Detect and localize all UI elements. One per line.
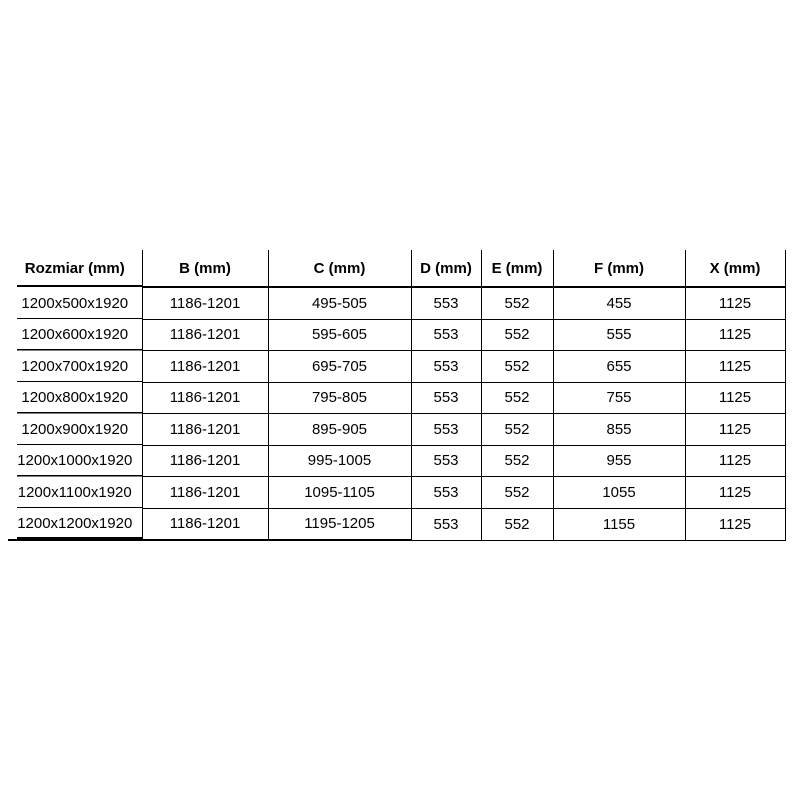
table-cell: 1125 (685, 445, 785, 477)
column-header-d: D (mm) (411, 250, 481, 287)
table-row (8, 477, 785, 509)
table-cell: 1125 (685, 414, 785, 446)
column-header-f: F (mm) (553, 250, 685, 287)
table-row (8, 351, 785, 383)
table-cell: 1125 (685, 508, 785, 540)
table-cell: 895-905 (268, 414, 411, 446)
table-cell: 553 (411, 477, 481, 509)
table-cell: 1200x1200x1920 (8, 508, 142, 540)
table-cell: 552 (481, 445, 553, 477)
table-cell: 553 (411, 287, 481, 319)
table-cell: 552 (481, 287, 553, 319)
table-cell: 1125 (685, 319, 785, 351)
table-row (8, 319, 785, 351)
table-cell: 552 (481, 414, 553, 446)
table-cell: 552 (481, 319, 553, 351)
table-cell: 1200x800x1920 (8, 382, 142, 414)
table-cell: 1125 (685, 351, 785, 383)
spec-table (8, 250, 786, 541)
table-cell: 553 (411, 508, 481, 540)
table-cell: 495-505 (268, 287, 411, 319)
table-cell: 655 (553, 351, 685, 383)
table-cell: 1200x600x1920 (8, 319, 142, 351)
table-cell: 1125 (685, 477, 785, 509)
table-cell: 955 (553, 445, 685, 477)
table-cell: 1186-1201 (142, 414, 268, 446)
table-cell: 553 (411, 319, 481, 351)
table-row (8, 508, 785, 540)
table-cell: 855 (553, 414, 685, 446)
table-cell: 1200x700x1920 (8, 351, 142, 383)
table-cell: 555 (553, 319, 685, 351)
table-row (8, 445, 785, 477)
table-row (8, 382, 785, 414)
table-cell: 1186-1201 (142, 477, 268, 509)
table-cell: 1186-1201 (142, 382, 268, 414)
table-cell: 1186-1201 (142, 508, 268, 540)
table-cell: 552 (481, 382, 553, 414)
column-header-rozmiar: Rozmiar (mm) (8, 250, 142, 287)
table-cell: 1186-1201 (142, 445, 268, 477)
column-header-b: B (mm) (142, 250, 268, 287)
table-cell: 1200x500x1920 (8, 287, 142, 319)
table-cell: 455 (553, 287, 685, 319)
table-cell: 1200x1000x1920 (8, 445, 142, 477)
table-cell: 1186-1201 (142, 287, 268, 319)
table-cell: 1195-1205 (268, 508, 411, 540)
table-cell: 553 (411, 351, 481, 383)
table-cell: 995-1005 (268, 445, 411, 477)
table-cell: 553 (411, 445, 481, 477)
table-cell: 552 (481, 477, 553, 509)
table-cell: 1200x1100x1920 (8, 477, 142, 509)
table-cell: 1186-1201 (142, 319, 268, 351)
table-cell: 1095-1105 (268, 477, 411, 509)
table-cell: 1125 (685, 287, 785, 319)
table-row (8, 287, 785, 319)
table-header-row (8, 250, 785, 287)
table-cell: 552 (481, 351, 553, 383)
column-header-c: C (mm) (268, 250, 411, 287)
column-header-x: X (mm) (685, 250, 785, 287)
table-cell: 755 (553, 382, 685, 414)
table-cell: 595-605 (268, 319, 411, 351)
table-cell: 1186-1201 (142, 351, 268, 383)
table-cell: 553 (411, 382, 481, 414)
spec-table-container (8, 250, 786, 541)
table-cell: 795-805 (268, 382, 411, 414)
table-row (8, 414, 785, 446)
table-cell: 553 (411, 414, 481, 446)
table-cell: 695-705 (268, 351, 411, 383)
table-cell: 552 (481, 508, 553, 540)
table-cell: 1055 (553, 477, 685, 509)
column-header-e: E (mm) (481, 250, 553, 287)
table-cell: 1155 (553, 508, 685, 540)
table-cell: 1125 (685, 382, 785, 414)
table-cell: 1200x900x1920 (8, 414, 142, 446)
